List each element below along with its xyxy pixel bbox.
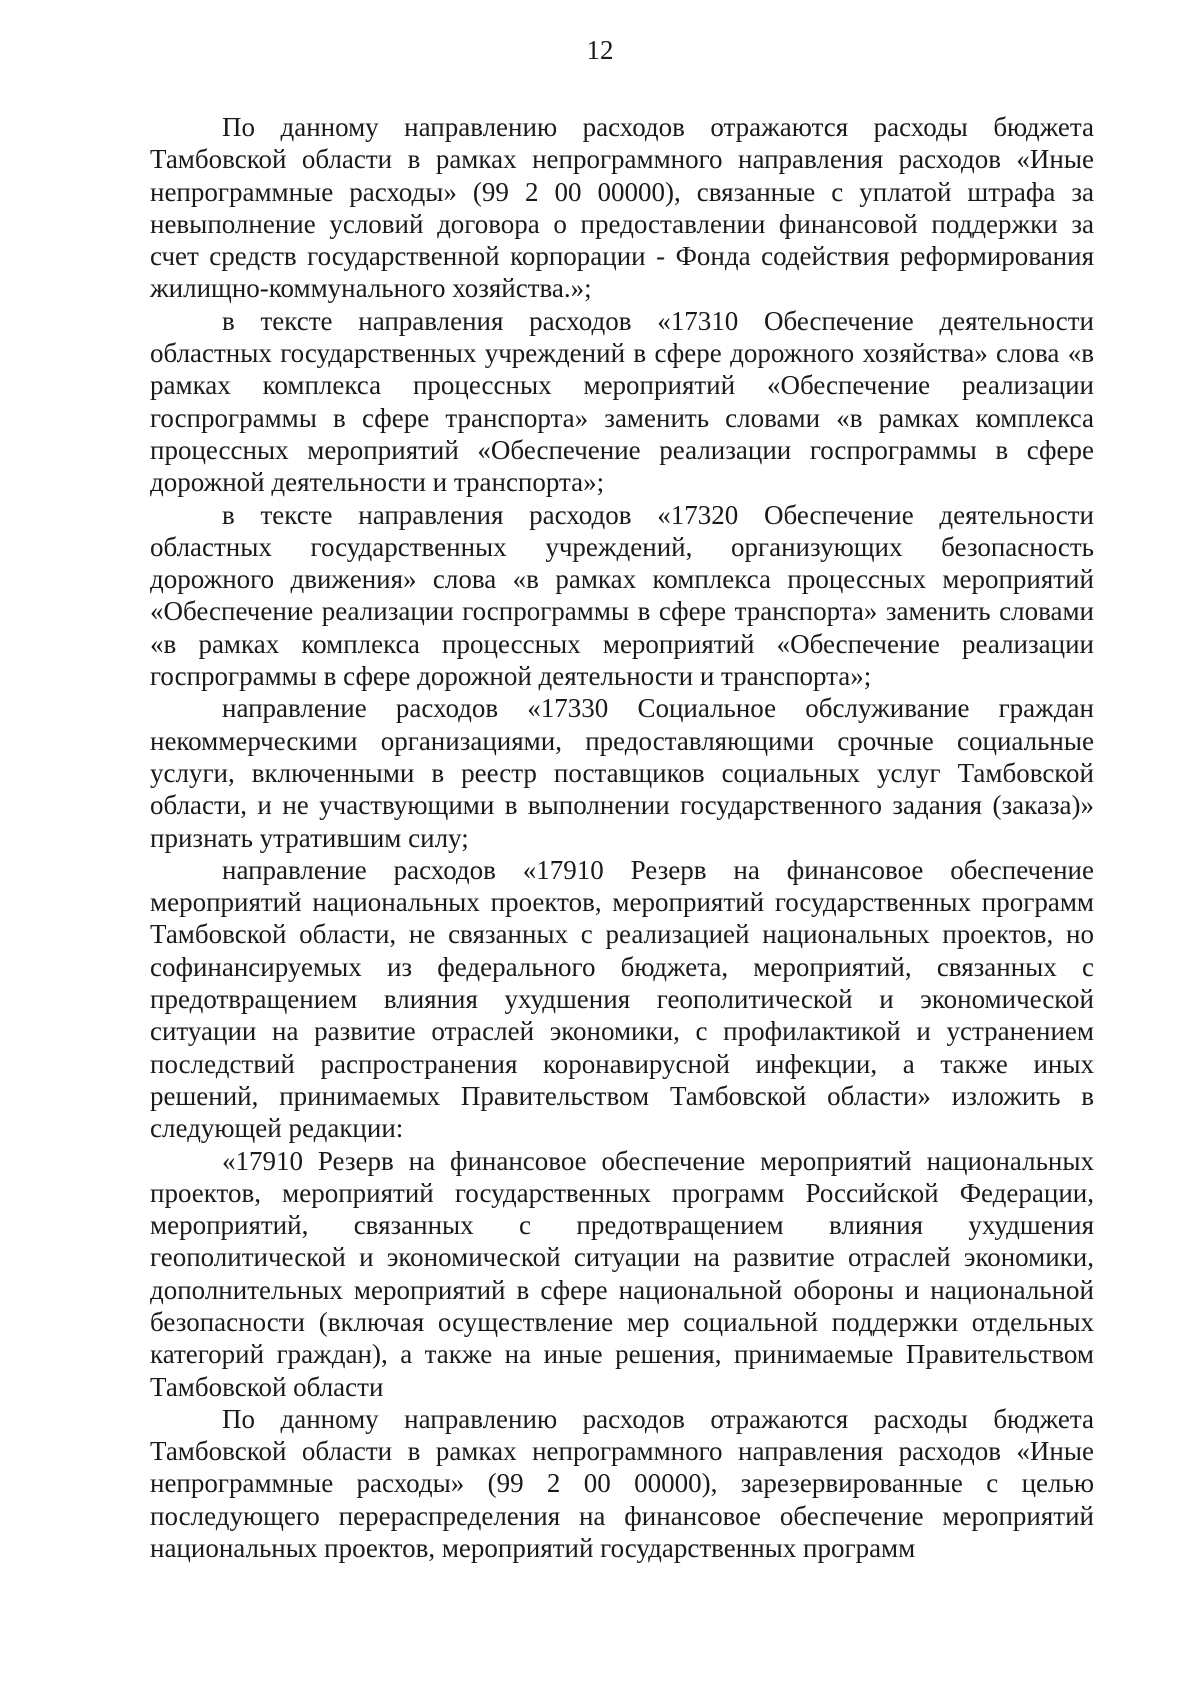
paragraph-expenditure-description: По данному направлению расходов отражаются расходы бюджета Тамбовской области в рамках непрограммного направления расходов «Иные непрограммные расходы» (99 2 00 00000), связанные с уплатой штрафа за невыполнение условий договора о предоставлении финансовой поддержки за счет средств государственной корпорации - Фонда содействия реформирования жилищно-коммунального хозяйства.»; (150, 112, 1094, 304)
paragraph-17310-amendment: в тексте направления расходов «17310 Обеспечение деятельности областных государственных учреждений в сфере дорожного хозяйства» слова «в рамках комплекса процессных мероприятий «Обеспечение реализации госпрограммы в сфере транспорта» заменить словами «в рамках комплекса процессных мероприятий «Обеспечение реализации госпрограммы в сфере дорожной деятельности и транспорта»; (150, 305, 1094, 498)
document-body (150, 111, 1094, 1564)
paragraph-reserve-description: По данному направлению расходов отражаются расходы бюджета Тамбовской области в рамках непрограммного направления расходов «Иные непрограммные расходы» (99 2 00 00000), зарезервированные с целью последующего перераспределения на финансовое обеспечение мероприятий национальных проектов, мероприятий государственных программ (150, 1403, 1094, 1564)
paragraph-17910-new-wording: «17910 Резерв на финансовое обеспечение мероприятий национальных проектов, мероприятий государственных программ Российской Федерации, мероприятий, связанных с предотвращением влияния ухудшения геополитической и экономической ситуации на развитие отраслей экономики, дополнительных мероприятий в сфере национальной обороны и национальной безопасности (включая осуществление мер социальной поддержки отдельных категорий граждан), а также на иные решения, принимаемые Правительством Тамбовской области (150, 1145, 1094, 1402)
paragraph-17330-repeal: направление расходов «17330 Социальное обслуживание граждан некоммерческими организациями, предоставляющими срочные социальные услуги, включенными в реестр поставщиков социальных услуг Тамбовской области, и не участвующими в выполнении государственного задания (заказа)» признать утратившим силу; (150, 693, 1094, 853)
paragraph-17320-amendment: в тексте направления расходов «17320 Обеспечение деятельности областных государственных учреждений, организующих безопасность дорожного движения» слова «в рамках комплекса процессных мероприятий «Обеспечение реализации госпрограммы в сфере транспорта» заменить словами «в рамках комплекса процессных мероприятий «Обеспечение реализации госпрограммы в сфере дорожной деятельности и транспорта»; (150, 499, 1094, 692)
page-number: 12 (586, 35, 614, 65)
paragraph-17910-amendment: направление расходов «17910 Резерв на финансовое обеспечение мероприятий национальных проектов, мероприятий государственных программ Тамбовской области, не связанных с реализацией национальных проектов, но софинансируемых из федерального бюджета, мероприятий, связанных с предотвращением влияния ухудшения геополитической и экономической ситуации на развитие отраслей экономики, с профилактикой и устранением последствий распространения коронавирусной инфекции, а также иных решений, принимаемых Правительством Тамбовской области» изложить в следующей редакции: (150, 854, 1094, 1144)
